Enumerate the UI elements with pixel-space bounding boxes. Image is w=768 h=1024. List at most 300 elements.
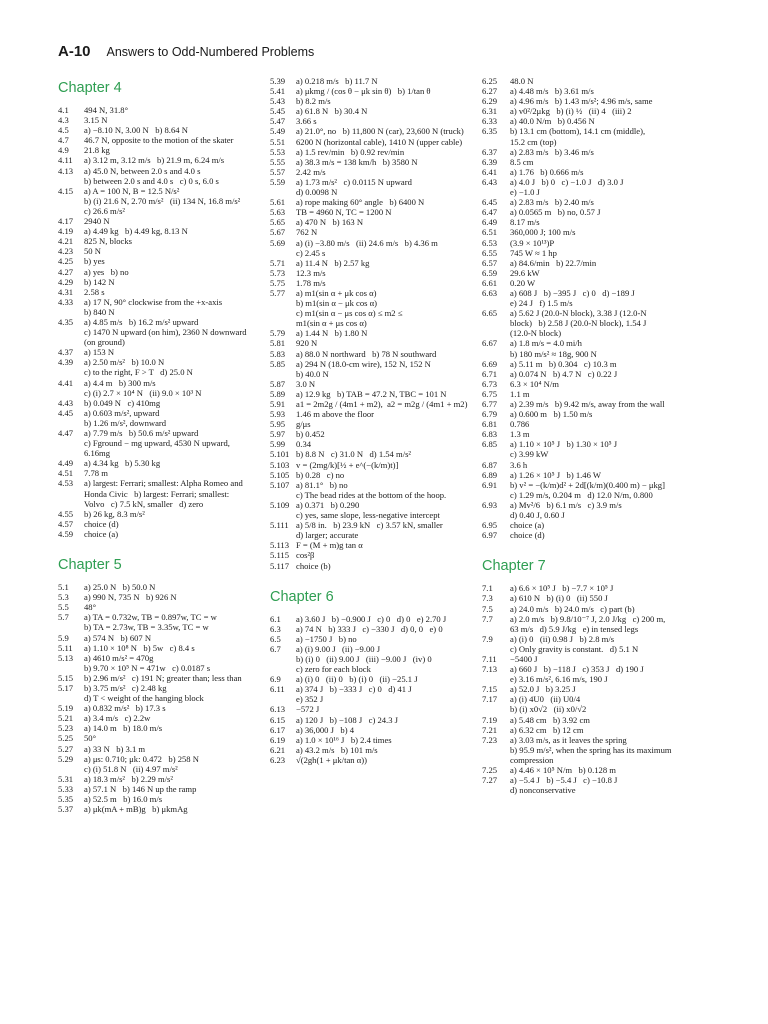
problem-number: 7.5 bbox=[482, 603, 493, 614]
problem-number: 7.21 bbox=[482, 724, 498, 735]
answer-entry bbox=[58, 256, 254, 266]
problem-number: 5.1 bbox=[58, 582, 69, 593]
answer-entry bbox=[58, 317, 254, 347]
answer-text: a) 374 J b) −333 J c) 0 d) 41 J e) 352 J bbox=[296, 684, 412, 705]
problem-number: 4.5 bbox=[58, 125, 69, 136]
answer-text: a) 4.48 m/s b) 3.61 m/s bbox=[510, 86, 594, 97]
answer-text: a) 120 J b) −108 J c) 24.3 J bbox=[296, 714, 398, 725]
answer-entry bbox=[270, 328, 475, 338]
answer-entry bbox=[482, 379, 702, 389]
problem-number: 6.59 bbox=[482, 267, 498, 278]
answer-text: a) 0.600 m b) 1.50 m/s bbox=[510, 409, 593, 420]
answer-text: a) largest: Ferrari; smallest: Alpha Romeo and Honda Civic b) largest: Ferrari; smallest: Volvo c) 7.5 kN, smaller d) zero bbox=[84, 478, 243, 509]
answer-entry bbox=[482, 338, 702, 358]
problem-number: 4.33 bbox=[58, 296, 74, 307]
problem-number: 5.45 bbox=[270, 106, 286, 117]
problem-number: 6.37 bbox=[482, 146, 498, 157]
answer-entry bbox=[482, 197, 702, 207]
problem-number: 5.11 bbox=[58, 642, 73, 653]
problem-number: 5.71 bbox=[270, 257, 286, 268]
answer-entry bbox=[270, 674, 475, 684]
answer-entry bbox=[270, 725, 475, 735]
answer-text: TB = 4960 N, TC = 1200 N bbox=[296, 207, 392, 218]
answer-text: a) 4.46 × 10⁵ N/m b) 0.128 m bbox=[510, 765, 616, 775]
problem-number: 5.3 bbox=[58, 592, 69, 603]
answer-entry bbox=[58, 287, 254, 297]
answer-entry bbox=[482, 96, 702, 106]
answer-text: a) 4.96 m/s b) 1.43 m/s²; 4.96 m/s, same bbox=[510, 96, 653, 107]
problem-number: 5.75 bbox=[270, 277, 286, 288]
answer-text: 12.3 m/s bbox=[296, 267, 326, 278]
answer-entry bbox=[58, 125, 254, 135]
answer-entry bbox=[270, 460, 475, 470]
answer-entry bbox=[58, 428, 254, 458]
answer-entry bbox=[58, 784, 254, 794]
problem-number: 5.77 bbox=[270, 287, 286, 298]
answer-entry bbox=[482, 409, 702, 419]
answer-text: 29.6 kW bbox=[510, 267, 540, 278]
answer-entry bbox=[482, 470, 702, 480]
answer-entry bbox=[482, 258, 702, 268]
answer-text: a) 470 N b) 163 N bbox=[296, 217, 364, 228]
answer-entry bbox=[58, 236, 254, 246]
answer-text: 360,000 J; 100 m/s bbox=[510, 227, 576, 238]
answer-entry bbox=[58, 186, 254, 216]
answer-text: 1.78 m/s bbox=[296, 277, 326, 288]
answer-entry bbox=[58, 277, 254, 287]
answer-entry bbox=[270, 644, 475, 674]
problem-number: 5.25 bbox=[58, 733, 74, 744]
answer-text: a) 3.4 m/s c) 2.2w bbox=[84, 713, 151, 724]
answer-entry bbox=[270, 745, 475, 755]
answer-text: b) 142 N bbox=[84, 276, 115, 287]
answer-text: 3.66 s bbox=[296, 116, 317, 127]
answer-entry bbox=[270, 207, 475, 217]
answer-entry bbox=[270, 550, 475, 560]
problem-number: 5.17 bbox=[58, 682, 74, 693]
answer-text: a) 18.3 m/s² b) 2.29 m/s² bbox=[84, 773, 173, 784]
answer-entry bbox=[482, 735, 702, 765]
answer-text: a) 7.79 m/s b) 50.6 m/s² upward c) Fground − mg upward, 4530 N upward, 6.16mg bbox=[84, 428, 230, 459]
answer-entry bbox=[58, 643, 254, 653]
answer-text: a) 5/8 in. b) 23.9 kN c) 3.57 kN, smaller d) larger; accurate bbox=[296, 520, 443, 541]
answer-text: a) 153 N bbox=[84, 347, 115, 358]
problem-number: 5.43 bbox=[270, 96, 286, 107]
problem-number: 5.81 bbox=[270, 338, 286, 349]
section-gap bbox=[270, 571, 475, 585]
answer-text: a) 294 N (18.0-cm wire), 152 N, 152 N b) 40.0 N bbox=[296, 358, 431, 379]
problem-number: 6.85 bbox=[482, 439, 498, 450]
answer-entry bbox=[270, 278, 475, 288]
answer-text: b) v² = −(k/m)d² + 2d[(k/m)(0.400 m) − μkg] c) 1.29 m/s, 0.204 m d) 12.0 N/m, 0.800 bbox=[510, 479, 665, 500]
answer-entry bbox=[482, 238, 702, 248]
problem-number: 5.39 bbox=[270, 76, 286, 86]
answer-entry bbox=[270, 106, 475, 116]
answer-text: b) 8.2 m/s bbox=[296, 96, 331, 107]
problem-number: 6.93 bbox=[482, 499, 498, 510]
chapter-heading: Chapter 6 bbox=[270, 588, 334, 605]
problem-number: 4.23 bbox=[58, 246, 74, 257]
problem-number: 4.21 bbox=[58, 236, 74, 247]
problem-number: 6.15 bbox=[270, 714, 286, 725]
answer-text: a) rope making 60° angle b) 6400 N bbox=[296, 197, 425, 208]
answer-entry bbox=[482, 614, 702, 634]
answer-entry bbox=[482, 157, 702, 167]
answer-entry bbox=[482, 725, 702, 735]
problem-number: 5.95 bbox=[270, 419, 286, 430]
answer-text: a) 0.603 m/s², upward b) 1.26 m/s², downward bbox=[84, 407, 167, 428]
answer-entry bbox=[270, 715, 475, 725]
answer-entry bbox=[482, 167, 702, 177]
answer-column-1 bbox=[58, 76, 254, 814]
answer-entry bbox=[482, 207, 702, 217]
problem-number: 6.35 bbox=[482, 126, 498, 137]
answer-entry bbox=[482, 399, 702, 409]
answer-text: 3.15 N bbox=[84, 115, 108, 126]
answer-entry bbox=[58, 509, 254, 519]
answer-entry bbox=[482, 715, 702, 725]
problem-number: 6.73 bbox=[482, 378, 498, 389]
answer-entry bbox=[58, 135, 254, 145]
answer-entry bbox=[58, 357, 254, 377]
problem-number: 4.11 bbox=[58, 155, 73, 166]
answer-entry bbox=[482, 500, 702, 520]
problem-number: 4.49 bbox=[58, 458, 74, 469]
answer-text: 46.7 N, opposite to the motion of the skater bbox=[84, 135, 234, 146]
problem-number: 5.59 bbox=[270, 176, 286, 187]
answer-entry bbox=[482, 429, 702, 439]
answer-text: a) 24.0 m/s b) 24.0 m/s c) part (b) bbox=[510, 603, 635, 614]
answer-text: a) 2.39 m/s b) 9.42 m/s, away from the wall bbox=[510, 399, 665, 409]
answer-text: (3.9 × 10¹³)P bbox=[510, 237, 555, 248]
answer-text: a) 608 J b) −395 J c) 0 d) −189 J e) 24 J f) 1.5 m/s bbox=[510, 287, 635, 309]
answer-entry bbox=[482, 419, 702, 429]
problem-number: 4.27 bbox=[58, 266, 74, 277]
answer-entry bbox=[58, 703, 254, 713]
problem-number: 5.29 bbox=[58, 753, 74, 764]
answer-entry bbox=[270, 419, 475, 429]
problem-number: 6.19 bbox=[270, 734, 286, 745]
answer-entry bbox=[58, 529, 254, 539]
problem-number: 5.55 bbox=[270, 156, 286, 167]
answer-entry bbox=[58, 804, 254, 814]
answer-text: b) 3.75 m/s² c) 2.48 kg d) T < weight of the hanging block bbox=[84, 682, 204, 704]
problem-number: 5.35 bbox=[58, 794, 74, 804]
answer-text: b) 0.28 c) no bbox=[296, 469, 345, 480]
answer-entry bbox=[270, 520, 475, 540]
answer-text: a) 4.0 J b) 0 c) −1.0 J d) 3.0 J e) −1.0 J bbox=[510, 176, 624, 198]
problem-number: 6.67 bbox=[482, 338, 498, 349]
problem-number: 4.55 bbox=[58, 508, 74, 519]
answer-text: a) 43.2 m/s b) 101 m/s bbox=[296, 744, 378, 755]
problem-number: 5.117 bbox=[270, 560, 290, 571]
answer-entry bbox=[482, 593, 702, 603]
problem-number: 5.15 bbox=[58, 672, 74, 683]
answer-text: a) 3.03 m/s, as it leaves the spring b) 95.9 m/s², when the spring has its maximum compression bbox=[510, 734, 672, 765]
answer-text: a) 2.0 m/s b) 9.8/10⁻⁷ J, 2.0 J/kg c) 200 m, 63 m/s d) 5.9 J/kg e) in tensed legs bbox=[510, 613, 666, 634]
answer-entry bbox=[270, 359, 475, 379]
problem-number: 6.41 bbox=[482, 166, 498, 177]
answer-text: a) 1.10 × 10⁵ J b) 1.30 × 10⁵ J c) 3.99 kW bbox=[510, 439, 618, 460]
problem-number: 4.45 bbox=[58, 407, 74, 418]
problem-number: 5.69 bbox=[270, 237, 286, 248]
problem-number: 5.111 bbox=[270, 520, 289, 531]
answer-text: choice (a) bbox=[510, 520, 545, 531]
answer-entry bbox=[482, 76, 702, 86]
answer-text: v = (2mg/k)[½ + e^(−(k/m)t)] bbox=[296, 459, 399, 470]
problem-number: 5.109 bbox=[270, 499, 290, 510]
problem-number: 4.25 bbox=[58, 256, 74, 267]
problem-number: 6.81 bbox=[482, 419, 498, 430]
answer-text: 745 W ≈ 1 hp bbox=[510, 247, 557, 258]
answer-text: a) −8.10 N, 3.00 N b) 8.64 N bbox=[84, 125, 188, 136]
answer-text: 7.78 m bbox=[84, 468, 108, 479]
answer-text: 0.20 W bbox=[510, 277, 536, 288]
problem-number: 6.17 bbox=[270, 724, 286, 735]
problem-number: 5.93 bbox=[270, 409, 286, 420]
answer-text: a) 11.4 N b) 2.57 kg bbox=[296, 257, 370, 268]
answer-text: 6.3 × 10⁴ N/m bbox=[510, 378, 559, 389]
answer-text: a) 574 N b) 607 N bbox=[84, 632, 152, 643]
answer-entry bbox=[270, 227, 475, 237]
answer-text: 48.0 N bbox=[510, 76, 534, 86]
answer-text: a) 610 N b) (i) 0 (ii) 550 J bbox=[510, 593, 608, 604]
answer-text: choice (a) bbox=[84, 528, 119, 539]
problem-number: 4.41 bbox=[58, 377, 74, 388]
problem-number: 6.51 bbox=[482, 227, 498, 238]
answer-text: a) 1.26 × 10⁵ J b) 1.46 W bbox=[510, 469, 601, 480]
answer-text: 1.46 m above the floor bbox=[296, 409, 375, 420]
answer-text: a) −1750 J b) no bbox=[296, 633, 357, 644]
answer-text: a) 38.3 m/s = 138 km/h b) 3580 N bbox=[296, 156, 418, 167]
answer-text: a) 1.76 b) 0.666 m/s bbox=[510, 166, 584, 177]
problem-number: 5.79 bbox=[270, 328, 286, 339]
answer-text: a) 4.49 kg b) 4.49 kg, 8.13 N bbox=[84, 226, 188, 237]
answer-entry bbox=[58, 794, 254, 804]
answer-entry bbox=[58, 744, 254, 754]
answer-entry bbox=[482, 694, 702, 714]
answer-entry bbox=[270, 634, 475, 644]
answer-entry bbox=[270, 86, 475, 96]
answer-entry bbox=[58, 754, 254, 774]
answer-text: a) 12.9 kg b) TAB = 47.2 N, TBC = 101 N bbox=[296, 388, 447, 399]
answer-text: a) 4.34 kg b) 5.30 kg bbox=[84, 458, 161, 469]
answer-entry bbox=[58, 602, 254, 612]
answer-text: a) 2.83 m/s b) 2.40 m/s bbox=[510, 197, 594, 208]
answer-entry bbox=[58, 155, 254, 165]
problem-number: 5.13 bbox=[58, 652, 74, 663]
answer-entry bbox=[58, 398, 254, 408]
problem-number: 4.31 bbox=[58, 286, 74, 297]
answer-entry bbox=[270, 399, 475, 409]
answer-text: 1.1 m bbox=[510, 388, 530, 399]
chapter-heading: Chapter 4 bbox=[58, 80, 122, 96]
answer-entry bbox=[58, 297, 254, 317]
answer-entry bbox=[482, 106, 702, 116]
section-gap bbox=[58, 539, 254, 553]
problem-number: 4.7 bbox=[58, 135, 69, 146]
problem-number: 6.79 bbox=[482, 409, 498, 420]
answer-text: a) 57.1 N b) 146 N up the ramp bbox=[84, 783, 197, 794]
problem-number: 5.5 bbox=[58, 602, 69, 613]
answer-entry bbox=[482, 654, 702, 664]
problem-number: 6.13 bbox=[270, 704, 286, 715]
answer-text: 8.17 m/s bbox=[510, 217, 540, 228]
answer-text: 8.5 cm bbox=[510, 156, 534, 167]
answer-entry bbox=[482, 684, 702, 694]
problem-number: 6.91 bbox=[482, 479, 498, 490]
answer-text: 2.42 m/s bbox=[296, 166, 326, 177]
answer-entry bbox=[270, 389, 475, 399]
problem-number: 5.91 bbox=[270, 399, 286, 409]
answer-entry bbox=[482, 664, 702, 684]
answer-entry bbox=[482, 369, 702, 379]
problem-number: 6.29 bbox=[482, 96, 498, 107]
answer-text: a) 0.0565 m b) no, 0.57 J bbox=[510, 207, 601, 218]
problem-number: 5.51 bbox=[270, 136, 286, 147]
problem-number: 7.11 bbox=[482, 653, 497, 664]
problem-number: 6.9 bbox=[270, 674, 281, 685]
problem-number: 4.59 bbox=[58, 528, 74, 539]
answer-text: 3.6 h bbox=[510, 459, 528, 470]
answer-text: a) 1.44 N b) 1.80 N bbox=[296, 328, 368, 339]
problem-number: 6.47 bbox=[482, 207, 498, 218]
answer-entry bbox=[58, 216, 254, 226]
problem-number: 5.99 bbox=[270, 439, 286, 450]
answer-entry bbox=[482, 278, 702, 288]
problem-number: 6.31 bbox=[482, 106, 498, 117]
answer-text: a) 4610 m/s² = 470g b) 9.70 × 10⁵ N = 471w c) 0.0187 s bbox=[84, 652, 211, 673]
problem-number: 5.97 bbox=[270, 429, 286, 440]
answer-text: a) 5.62 J (20.0-N block), 3.38 J (12.0-N block) b) 2.58 J (20.0-N block), 1.54 J (12.0-N block) bbox=[510, 308, 647, 339]
problem-number: 5.115 bbox=[270, 550, 290, 561]
answer-entry bbox=[270, 480, 475, 500]
answer-text: a1 = 2m2g / (4m1 + m2), a2 = m2g / (4m1 + m2) bbox=[296, 399, 468, 409]
problem-number: 4.15 bbox=[58, 185, 74, 196]
problem-number: 5.7 bbox=[58, 612, 69, 623]
answer-entry bbox=[270, 76, 475, 86]
answer-entry bbox=[482, 359, 702, 369]
answer-text: cos²β bbox=[296, 550, 315, 561]
answer-entry bbox=[270, 137, 475, 147]
problem-number: 6.39 bbox=[482, 156, 498, 167]
answer-text: a) 52.0 J b) 3.25 J bbox=[510, 684, 576, 695]
answer-entry bbox=[270, 349, 475, 359]
answer-text: F = (M + m)g tan α bbox=[296, 540, 363, 551]
answer-entry bbox=[270, 177, 475, 197]
answer-text: a) 6.6 × 10⁵ J b) −7.7 × 10⁵ J bbox=[510, 583, 614, 594]
problem-number: 6.87 bbox=[482, 459, 498, 470]
problem-number: 5.33 bbox=[58, 783, 74, 794]
problem-number: 4.1 bbox=[58, 105, 69, 115]
answer-text: a) μkmg / (cos θ − μk sin θ) b) 1/tan θ bbox=[296, 86, 431, 97]
chapter-heading: Chapter 7 bbox=[482, 558, 546, 575]
problem-number: 5.67 bbox=[270, 227, 286, 238]
problem-number: 5.73 bbox=[270, 267, 286, 278]
answer-text: a) 0.371 b) 0.290 c) yes, same slope, less-negative intercept bbox=[296, 499, 440, 521]
answer-text: 0.786 bbox=[510, 419, 530, 430]
answer-entry bbox=[482, 177, 702, 197]
answer-entry bbox=[270, 500, 475, 520]
answer-entry bbox=[482, 604, 702, 614]
answer-entry bbox=[270, 147, 475, 157]
answer-entry bbox=[58, 733, 254, 743]
problem-number: 6.83 bbox=[482, 429, 498, 440]
answer-text: a) 6.32 cm b) 12 cm bbox=[510, 724, 584, 735]
problem-number: 5.49 bbox=[270, 126, 286, 137]
problem-number: 4.17 bbox=[58, 216, 74, 227]
answer-text: 920 N bbox=[296, 338, 318, 349]
answer-text: a) 61.8 N b) 30.4 N bbox=[296, 106, 368, 117]
answer-entry bbox=[270, 288, 475, 328]
problem-number: 5.23 bbox=[58, 723, 74, 734]
problem-number: 5.41 bbox=[270, 86, 286, 97]
answer-text: 50° bbox=[84, 733, 97, 744]
answer-entry bbox=[482, 217, 702, 227]
answer-text: 3.0 N bbox=[296, 378, 316, 389]
answer-text: a) 1.8 m/s = 4.0 mi/h b) 180 m/s² ≈ 18g, 900 N bbox=[510, 338, 597, 359]
answer-text: a) μk(mA + mB)g b) μkmAg bbox=[84, 804, 188, 815]
answer-text: a) 4.4 m b) 300 m/s c) (i) 2.7 × 10⁴ N (ii) 9.0 × 10³ N bbox=[84, 377, 202, 398]
answer-entry bbox=[482, 520, 702, 530]
problem-number: 4.19 bbox=[58, 226, 74, 237]
answer-text: a) 52.5 m b) 16.0 m/s bbox=[84, 794, 163, 804]
problem-number: 4.37 bbox=[58, 347, 74, 358]
answer-entry bbox=[482, 775, 702, 795]
problem-number: 6.95 bbox=[482, 520, 498, 531]
answer-text: 2.58 s bbox=[84, 286, 105, 297]
problem-number: 5.103 bbox=[270, 459, 290, 470]
problem-number: 5.85 bbox=[270, 358, 286, 369]
answer-text: a) m1(sin α + μk cos α) b) m1(sin α − μk cos α) c) m1(sin α − μs cos α) ≤ m2 ≤ m1(sin α + μs cos α) bbox=[296, 287, 403, 329]
answer-entry bbox=[270, 126, 475, 136]
problem-number: 4.9 bbox=[58, 145, 69, 156]
answer-entry bbox=[270, 157, 475, 167]
answer-text: √(2gh(1 + μk/tan α)) bbox=[296, 754, 367, 765]
problem-number: 4.43 bbox=[58, 397, 74, 408]
answer-entry bbox=[270, 470, 475, 480]
answer-text: a) 36,000 J b) 4 bbox=[296, 724, 354, 735]
answer-text: a) −5.4 J b) −5.4 J c) −10.8 J d) nonconservative bbox=[510, 775, 618, 796]
answer-column-3 bbox=[482, 76, 702, 795]
answer-entry bbox=[270, 217, 475, 227]
answer-entry bbox=[482, 583, 702, 593]
problem-number: 6.75 bbox=[482, 388, 498, 399]
answer-text: a) 5.48 cm b) 3.92 cm bbox=[510, 714, 590, 725]
problem-number: 7.25 bbox=[482, 765, 498, 775]
answer-entry bbox=[482, 227, 702, 237]
problem-number: 7.19 bbox=[482, 714, 498, 725]
problem-number: 7.13 bbox=[482, 664, 498, 675]
problem-number: 6.65 bbox=[482, 308, 498, 319]
problem-number: 5.37 bbox=[58, 804, 74, 815]
answer-text: a) μs: 0.710; μk: 0.472 b) 258 N c) (i) 51.8 N (ii) 4.97 m/s² bbox=[84, 753, 199, 774]
problem-number: 4.39 bbox=[58, 357, 74, 368]
answer-text: b) yes bbox=[84, 256, 105, 267]
answer-text: a) 40.0 N/m b) 0.456 N bbox=[510, 116, 595, 127]
problem-number: 6.49 bbox=[482, 217, 498, 228]
problem-number: 7.9 bbox=[482, 633, 493, 644]
answer-entry bbox=[58, 774, 254, 784]
problem-number: 6.1 bbox=[270, 613, 281, 624]
answer-entry bbox=[270, 684, 475, 704]
answer-text: a) 0.218 m/s b) 11.7 N bbox=[296, 76, 378, 86]
problem-number: 5.21 bbox=[58, 713, 74, 724]
answer-entry bbox=[482, 308, 702, 338]
answer-entry bbox=[58, 592, 254, 602]
answer-text: a) v0²/2μkg b) (i) ½ (ii) 4 (iii) 2 bbox=[510, 106, 632, 117]
problem-number: 6.53 bbox=[482, 237, 498, 248]
